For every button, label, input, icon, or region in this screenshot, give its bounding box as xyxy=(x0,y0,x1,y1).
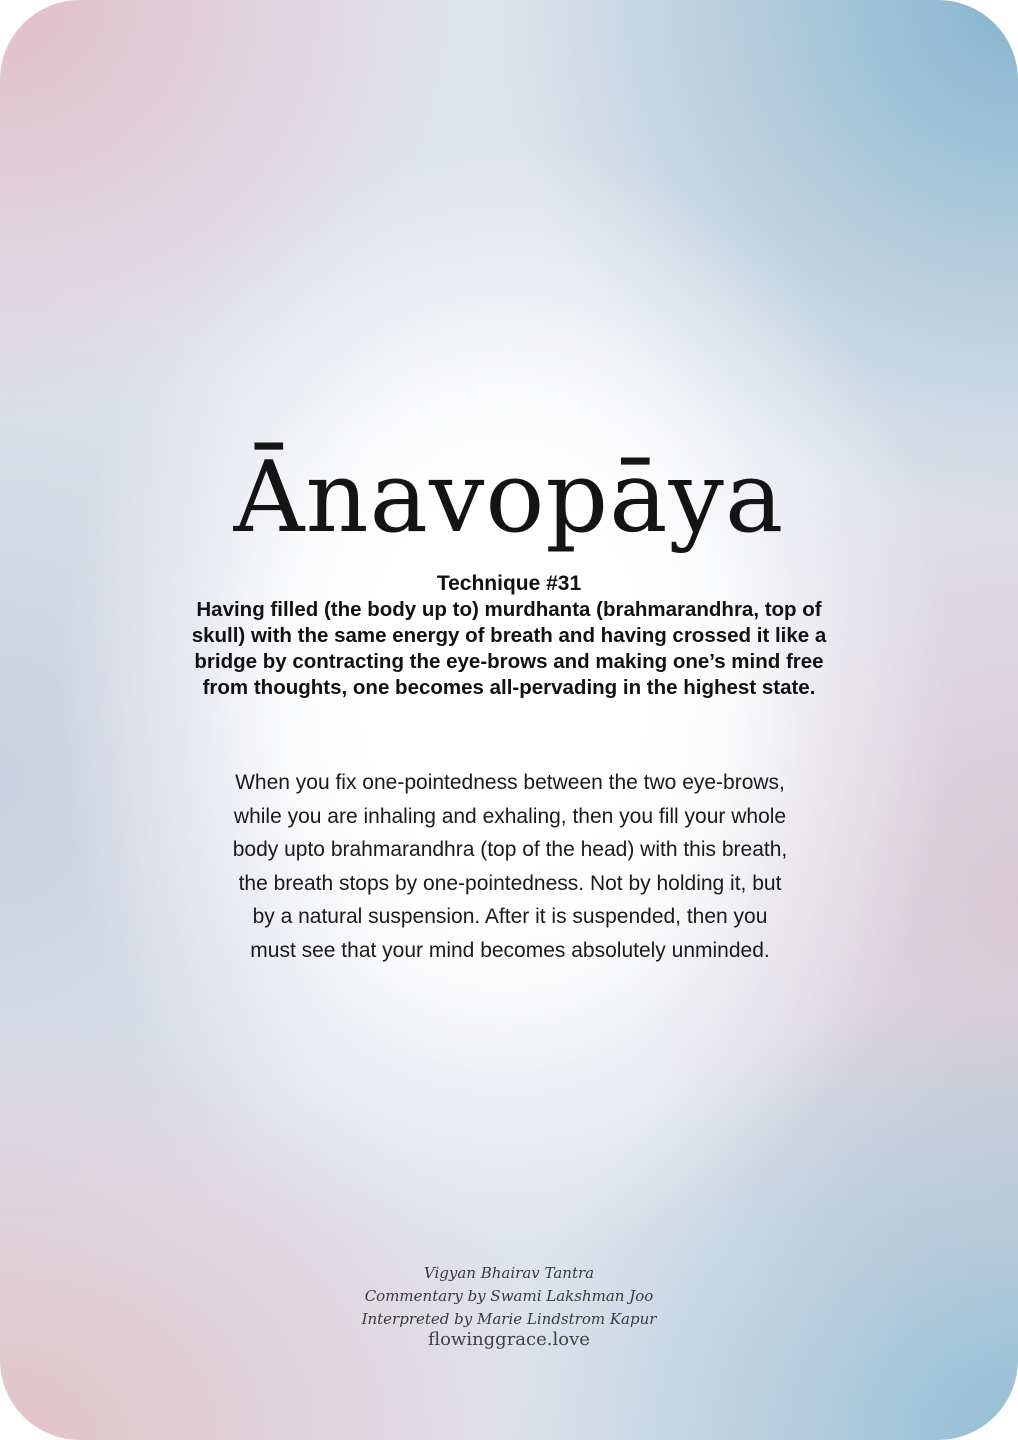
commentary-text: When you fix one-pointedness between the two eye-brows, while you are inhaling and exhaling, then you fill your whole body upto brahmarandhra (top of the head) with this breath, the breath stops by one-pointedness. Not by holding it, but by a natural suspension. After it is suspended, then you must see that your mind becomes absolutely unminded. xyxy=(232,771,788,962)
credit-commentary: Commentary by Swami Lakshman Joo xyxy=(364,1287,654,1305)
credit-source: Vigyan Bhairav Tantra xyxy=(423,1264,595,1282)
credit-interpretation: Interpreted by Marie Lindstrom Kapur xyxy=(361,1310,657,1328)
credits xyxy=(300,1262,718,1331)
verse-text: Having filled (the body up to) murdhanta (brahmarandhra, top of skull) with the same energy of breath and having crossed it like a bridge by contracting the eye-brows and making one’s mind free from thoughts, one becomes all-pervading in the highest state. xyxy=(191,598,827,699)
website-link[interactable]: flowinggrace.love xyxy=(428,1329,590,1350)
page-title: Ānavopāya xyxy=(233,441,785,555)
technique-label: Technique #31 xyxy=(436,572,582,595)
technique-block xyxy=(190,570,828,701)
